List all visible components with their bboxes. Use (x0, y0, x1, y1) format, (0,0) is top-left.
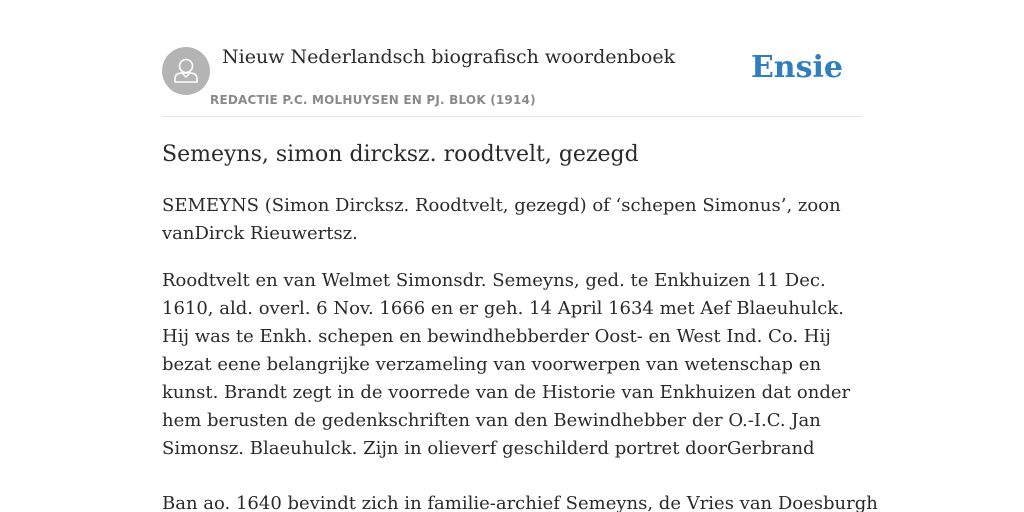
entry-paragraph: Ban ao. 1640 bevindt zich in familie-archief Semeyns, de Vries van Doesburgh (162, 493, 878, 512)
user-icon (162, 47, 210, 95)
book-title[interactable]: Nieuw Nederlandsch biografisch woordenboek (222, 46, 676, 68)
entry-content (162, 138, 878, 512)
editors-credit: REDACTIE P.C. MOLHUYSEN EN PJ. BLOK (1914) (210, 93, 536, 107)
ensie-logo[interactable]: Ensie (750, 50, 843, 85)
entry-paragraph: Roodtvelt en van Welmet Simonsdr. Semeyns, ged. te Enkhuizen 11 Dec. 1610, ald. overl. 6 Nov. 1666 en er geh. 14 April 1634 met Aef Blaeuhulck. Hij was te Enkh. schepen en bewindhebberder Oost- en West Ind. Co. Hij bezat eene belangrijke verzameling van voorwerpen van wetenschap en kunst. Brandt zegt in de voorrede van de Historie van Enkhuizen dat onder hem berusten de gedenkschriften van den Bewindhebber der O.-I.C. Jan Simonsz. Blaeuhulck. Zijn in olieverf geschilderd portret doorGerbrand (162, 270, 851, 459)
entry-paragraph: SEMEYNS (Simon Dircksz. Roodtvelt, gezegd) of ‘schepen Simonus’, zoon vanDirck Rieuwertsz. (162, 195, 841, 244)
source-header (162, 46, 862, 117)
avatar[interactable] (162, 47, 210, 95)
entry-headword: Semeyns, simon dircksz. roodtvelt, gezegd (162, 142, 639, 167)
